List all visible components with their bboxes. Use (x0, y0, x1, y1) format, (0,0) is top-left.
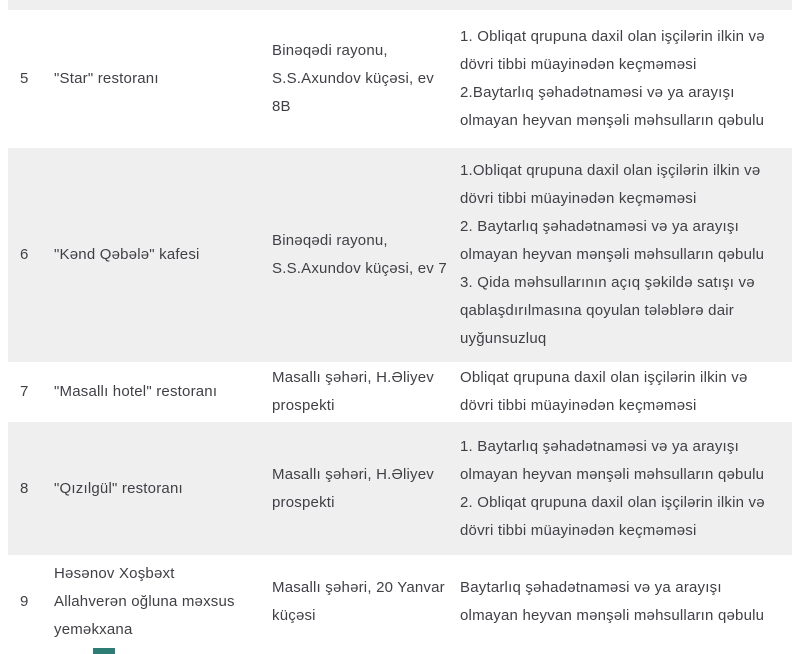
establishment-name: "Masallı hotel" restoranı (54, 383, 218, 400)
violation-item: 2. Baytarlıq şəhadətnaməsi və ya arayışı olmayan heyvan mənşəli məhsulların qəbulu (460, 218, 765, 263)
table-row (8, 148, 792, 362)
row-number: 5 (20, 70, 29, 87)
row-number: 8 (20, 479, 29, 497)
row-number: 7 (20, 383, 29, 400)
violation-item: 3. Qida məhsullarının açıq şəkildə satışı və qablaşdırılmasına qoyulan tələblərə dair uyğunsuzluq (460, 274, 755, 347)
establishment-name: "Kənd Qəbələ" kafesi (54, 246, 200, 263)
violation-item: 1. Obliqat qrupuna daxil olan işçilərin ilkin və dövri tibbi müayinədən keçməməsi (460, 28, 765, 73)
violations-cell (460, 23, 784, 135)
establishment-address: Masallı şəhəri, 20 Yanvar küçəsi (272, 578, 445, 624)
violations-cell (460, 157, 784, 353)
establishment-name: "Qızılgül" restoranı (54, 479, 183, 497)
establishment-address: Masallı şəhəri, H.Əliyev prospekti (272, 465, 434, 511)
violations-cell (460, 433, 784, 545)
violation-item: 2.Baytarlıq şəhadətnaməsi və ya arayışı olmayan heyvan mənşəli məhsulların qəbulu (460, 84, 765, 129)
violations-cell (460, 364, 784, 420)
footer-accent-bar (93, 648, 115, 654)
establishment-name: "Star" restoranı (54, 70, 159, 87)
row-number: 9 (20, 592, 29, 610)
violations-cell (460, 574, 784, 630)
violation-item: 2. Obliqat qrupuna daxil olan işçilərin ilkin və dövri tibbi müayinədən keçməməsi (460, 493, 765, 539)
table-row (8, 422, 792, 555)
establishment-name: Həsənov Xoşbəxt Allahverən oğluna məxsus yeməkxana (54, 564, 235, 638)
establishment-address: Binəqədi rayonu, S.S.Axundov küçəsi, ev 8B (272, 42, 434, 115)
violation-item: Obliqat qrupuna daxil olan işçilərin ilkin və dövri tibbi müayinədən keçməməsi (460, 369, 748, 414)
table-row-partial (8, 0, 792, 10)
inspection-table (8, 0, 792, 648)
establishment-address: Masallı şəhəri, H.Əliyev prospekti (272, 369, 434, 414)
table-row (8, 10, 792, 148)
violation-item: Baytarlıq şəhadətnaməsi və ya arayışı olmayan heyvan mənşəli məhsulların qəbulu (460, 578, 765, 624)
table-row (8, 555, 792, 648)
violation-item: 1.Obliqat qrupuna daxil olan işçilərin ilkin və dövri tibbi müayinədən keçməməsi (460, 162, 761, 207)
violation-item: 1. Baytarlıq şəhadətnaməsi və ya arayışı olmayan heyvan mənşəli məhsulların qəbulu (460, 437, 765, 483)
row-number: 6 (20, 246, 29, 263)
table-row (8, 362, 792, 422)
establishment-address: Binəqədi rayonu, S.S.Axundov küçəsi, ev 7 (272, 232, 447, 277)
